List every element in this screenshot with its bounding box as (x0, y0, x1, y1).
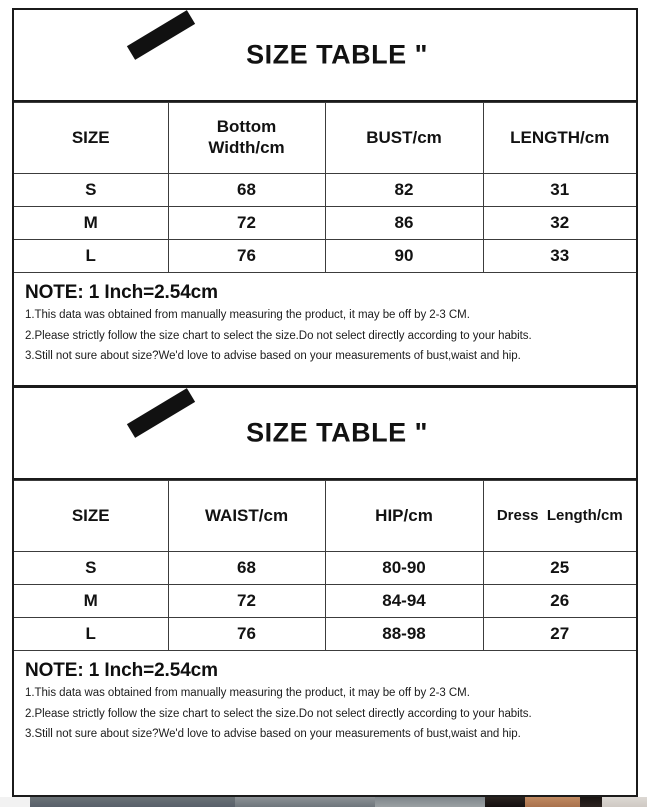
cell-size: L (14, 240, 168, 273)
table-row (14, 618, 636, 651)
size-table-top (14, 102, 636, 273)
cell-size: S (14, 552, 168, 585)
photo-segment (525, 797, 580, 807)
column-header-bottom-width-line2: Width/cm (208, 138, 285, 157)
note-line-2: 2.Please strictly follow the size chart to select the size.Do not select directly according to your habits. (25, 707, 532, 720)
column-header-waist: WAIST/cm (168, 481, 325, 552)
page-title-top: SIZE TABLE " (246, 39, 428, 70)
cell-size: L (14, 618, 168, 651)
size-chart-card (12, 8, 638, 797)
column-header-length: LENGTH/cm (483, 103, 636, 174)
cell-hip: 84-94 (325, 585, 483, 618)
photo-segment (580, 797, 602, 807)
note-line-1: 1.This data was obtained from manually measuring the product, it may be off by 2-3 CM. (25, 309, 470, 321)
cell-length: 32 (483, 207, 636, 240)
size-table-bottom (14, 480, 636, 651)
cell-hip: 88-98 (325, 618, 483, 651)
cell-bust: 82 (325, 174, 483, 207)
photo-segment (485, 797, 525, 807)
note-line-3: 3.Still not sure about size?We'd love to advise based on your measurements of bust,waist and hip. (25, 728, 521, 740)
table-header-row (14, 481, 636, 552)
cell-bust: 86 (325, 207, 483, 240)
cell-length: 31 (483, 174, 636, 207)
photo-segment (235, 797, 375, 807)
table-row (14, 207, 636, 240)
column-header-size: SIZE (14, 481, 168, 552)
cell-bust: 90 (325, 240, 483, 273)
note-heading: NOTE: 1 Inch=2.54cm (25, 660, 218, 681)
photo-segment (30, 797, 235, 807)
product-photo-strip (0, 797, 647, 807)
cell-dress-length: 27 (483, 618, 636, 651)
size-table-block-bottom (14, 385, 636, 763)
cell-dress-length: 25 (483, 552, 636, 585)
table-row (14, 174, 636, 207)
cell-waist: 72 (168, 585, 325, 618)
page-title-bottom: SIZE TABLE " (246, 417, 428, 448)
table-row (14, 585, 636, 618)
cell-bottom-width: 68 (168, 174, 325, 207)
column-header-hip: HIP/cm (325, 481, 483, 552)
table-row (14, 552, 636, 585)
note-heading: NOTE: 1 Inch=2.54cm (25, 282, 218, 303)
table-row (14, 240, 636, 273)
cell-bottom-width: 76 (168, 240, 325, 273)
column-header-bottom-width (168, 103, 325, 174)
table-header-row (14, 103, 636, 174)
size-table-block-top (14, 10, 636, 385)
cell-size: M (14, 207, 168, 240)
column-header-dress-length: Dress Length/cm (483, 481, 636, 552)
note-line-1: 1.This data was obtained from manually measuring the product, it may be off by 2-3 CM. (25, 687, 470, 699)
cell-waist: 68 (168, 552, 325, 585)
column-header-bust: BUST/cm (325, 103, 483, 174)
title-band-bottom (14, 388, 636, 480)
cell-bottom-width: 72 (168, 207, 325, 240)
note-section-top (14, 273, 636, 385)
title-band-top (14, 10, 636, 102)
cell-size: M (14, 585, 168, 618)
cell-size: S (14, 174, 168, 207)
photo-segment (0, 797, 30, 807)
photo-segment (375, 797, 485, 807)
note-line-2: 2.Please strictly follow the size chart to select the size.Do not select directly according to your habits. (25, 329, 532, 342)
column-header-size: SIZE (14, 103, 168, 174)
note-section-bottom (14, 651, 636, 763)
photo-segment (602, 797, 647, 807)
cell-length: 33 (483, 240, 636, 273)
column-header-bottom-width-line1: Bottom (216, 117, 277, 137)
note-line-3: 3.Still not sure about size?We'd love to advise based on your measurements of bust,waist and hip. (25, 350, 521, 362)
cell-waist: 76 (168, 618, 325, 651)
cell-hip: 80-90 (325, 552, 483, 585)
cell-dress-length: 26 (483, 585, 636, 618)
